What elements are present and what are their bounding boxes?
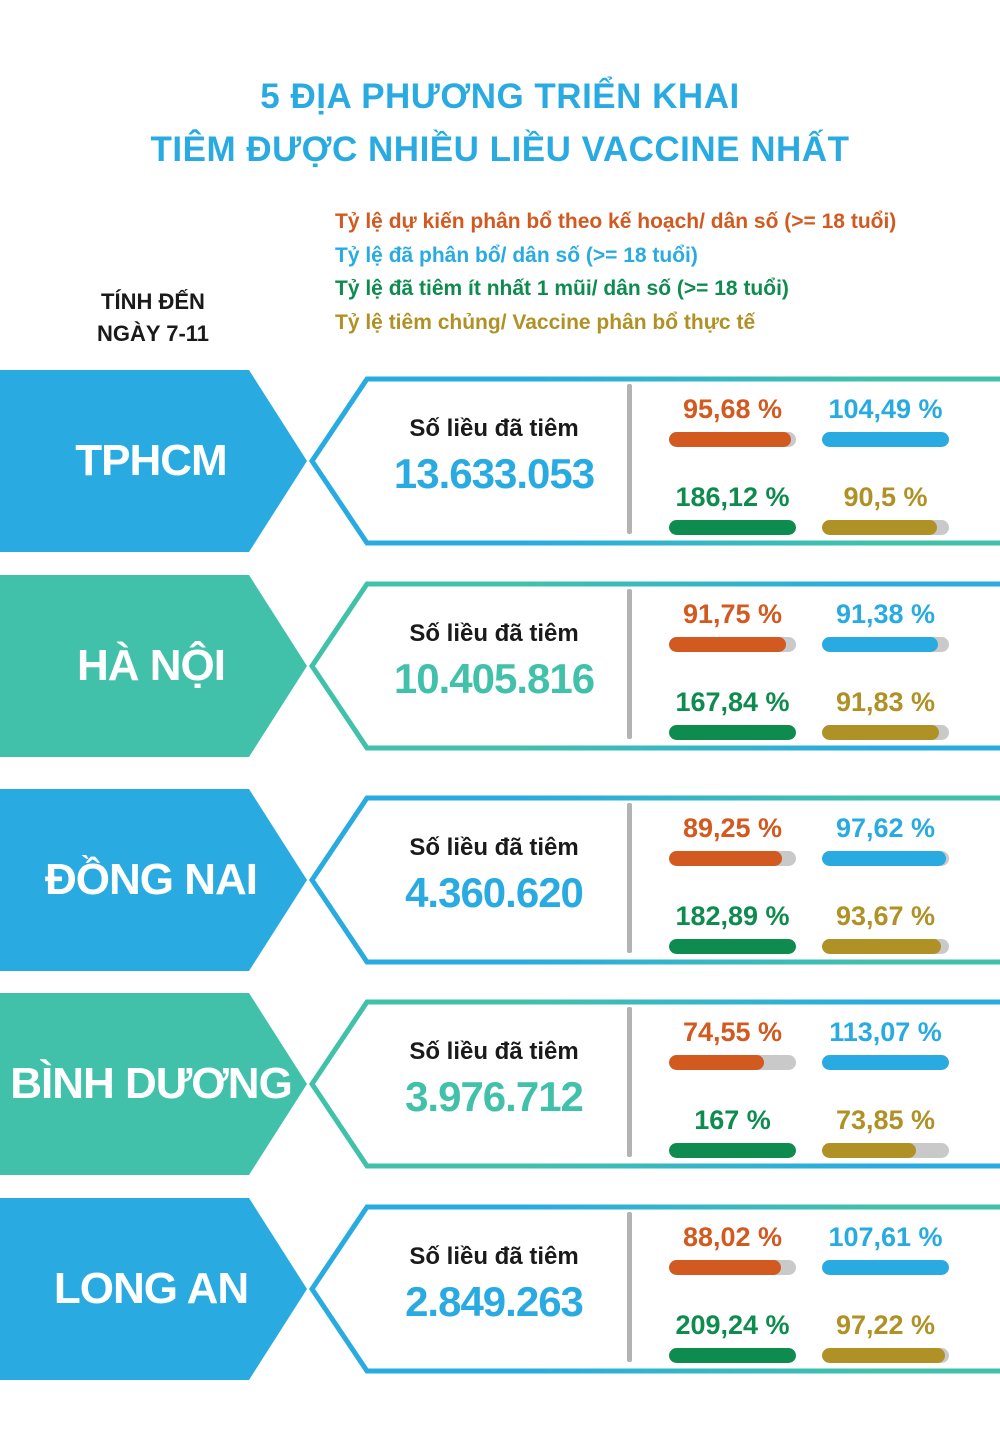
stat-value-label: 209,24 % <box>675 1310 790 1340</box>
stat-allocated <box>822 392 949 472</box>
stat-value-label: 182,89 % <box>675 901 790 931</box>
doses-block <box>368 987 620 1173</box>
stat-bar-track <box>822 432 949 447</box>
stat-value-label: 91,83 % <box>835 687 936 717</box>
stat-bar-fill <box>822 1055 949 1070</box>
stat-bar-fill <box>822 432 949 447</box>
page-title-line2: TIÊM ĐƯỢC NHIỀU LIỀU VACCINE NHẤT <box>150 130 850 169</box>
vertical-divider <box>627 589 632 739</box>
stat-bar-track <box>669 1055 796 1070</box>
stat-bar-fill <box>669 1260 781 1275</box>
vertical-divider <box>627 384 632 534</box>
doses-block <box>368 1192 620 1378</box>
stat-bar-fill <box>669 432 791 447</box>
page-title-line1: 5 ĐỊA PHƯƠNG TRIỂN KHAI <box>260 77 740 116</box>
region-row <box>0 573 1000 759</box>
stat-coverage <box>822 1308 949 1388</box>
stat-coverage <box>822 685 949 765</box>
stat-coverage <box>822 899 949 979</box>
vertical-divider <box>627 1007 632 1157</box>
doses-label: Số liều đã tiêm <box>409 1243 579 1270</box>
stat-value-label: 107,61 % <box>828 1222 943 1252</box>
region-row <box>0 1196 1000 1382</box>
city-label: LONG AN <box>53 1264 249 1313</box>
stat-first-dose <box>669 685 796 765</box>
doses-block <box>368 569 620 755</box>
stat-bar-track <box>669 637 796 652</box>
stat-bar-fill <box>669 520 796 535</box>
stat-bar-fill <box>822 1348 945 1363</box>
legend-item-planned: Tỷ lệ dự kiến phân bổ theo kế hoạch/ dân số (>= 18 tuổi) <box>335 210 897 233</box>
stat-coverage <box>822 480 949 560</box>
doses-block <box>368 364 620 550</box>
stat-first-dose <box>669 1103 796 1183</box>
stat-value-label: 91,38 % <box>835 599 936 629</box>
stat-bar-fill <box>669 1143 796 1158</box>
vertical-divider <box>627 1212 632 1362</box>
stat-bar-track <box>669 851 796 866</box>
stat-bar-fill <box>669 637 786 652</box>
stat-bar-fill <box>822 939 941 954</box>
city-label: BÌNH DƯƠNG <box>10 1059 292 1108</box>
stat-bar-fill <box>822 637 938 652</box>
stat-value-label: 97,62 % <box>835 813 936 843</box>
stat-bar-fill <box>822 851 946 866</box>
stat-value-label: 167,84 % <box>675 687 790 717</box>
stat-value-label: 73,85 % <box>835 1105 936 1135</box>
city-label: HÀ NỘI <box>77 641 225 690</box>
legend-item-coverage: Tỷ lệ tiêm chủng/ Vaccine phân bổ thực tế <box>335 310 756 334</box>
stat-bar-fill <box>669 725 796 740</box>
stat-value-label: 89,25 % <box>682 813 783 843</box>
stat-planned <box>669 1015 796 1095</box>
stat-bar-track <box>669 520 796 535</box>
stat-first-dose <box>669 1308 796 1388</box>
stat-value-label: 104,49 % <box>828 394 943 424</box>
stat-bar-fill <box>822 520 937 535</box>
stat-value-label: 167 % <box>694 1105 771 1135</box>
stat-planned <box>669 811 796 891</box>
stat-bar-fill <box>822 1143 916 1158</box>
doses-value: 4.360.620 <box>405 869 583 916</box>
stat-bar-track <box>669 939 796 954</box>
stat-value-label: 97,22 % <box>835 1310 936 1340</box>
legend-item-allocated: Tỷ lệ đã phân bổ/ dân số (>= 18 tuổi) <box>335 243 698 267</box>
stat-planned <box>669 392 796 472</box>
doses-label: Số liều đã tiêm <box>409 834 579 861</box>
stat-bar-track <box>822 1260 949 1275</box>
stat-value-label: 91,75 % <box>682 599 783 629</box>
stat-bar-fill <box>822 725 939 740</box>
as-of-line1: TÍNH ĐẾN <box>101 289 205 314</box>
doses-value: 13.633.053 <box>393 450 595 497</box>
stat-allocated <box>822 1015 949 1095</box>
stat-bar-track <box>669 725 796 740</box>
vertical-divider <box>627 803 632 953</box>
stat-bar-track <box>669 1260 796 1275</box>
stat-bar-fill <box>822 1260 949 1275</box>
stat-bar-track <box>669 432 796 447</box>
stat-bar-fill <box>669 939 796 954</box>
stat-bar-track <box>822 725 949 740</box>
as-of-line2: NGÀY 7-11 <box>96 321 210 346</box>
region-row <box>0 991 1000 1177</box>
doses-block <box>368 783 620 969</box>
stat-bar-track <box>822 1055 949 1070</box>
stat-value-label: 88,02 % <box>682 1222 783 1252</box>
stat-bar-track <box>822 637 949 652</box>
stat-value-label: 95,68 % <box>682 394 783 424</box>
stat-planned <box>669 1220 796 1300</box>
doses-value: 2.849.263 <box>405 1278 583 1325</box>
stat-value-label: 93,67 % <box>835 901 936 931</box>
stat-bar-track <box>669 1143 796 1158</box>
doses-value: 3.976.712 <box>405 1073 583 1120</box>
stat-bar-track <box>822 520 949 535</box>
stat-allocated <box>822 1220 949 1300</box>
region-row <box>0 787 1000 973</box>
stat-bar-track <box>822 1143 949 1158</box>
stat-allocated <box>822 811 949 891</box>
city-label: ĐỒNG NAI <box>45 855 257 904</box>
doses-label: Số liều đã tiêm <box>409 1038 579 1065</box>
stat-bar-track <box>822 851 949 866</box>
stat-bar-track <box>822 939 949 954</box>
stat-bar-track <box>669 1348 796 1363</box>
stat-value-label: 74,55 % <box>682 1017 783 1047</box>
stat-bar-fill <box>669 1055 764 1070</box>
stat-bar-fill <box>669 851 782 866</box>
stat-allocated <box>822 597 949 677</box>
region-row <box>0 368 1000 554</box>
doses-value: 10.405.816 <box>393 655 595 702</box>
stat-first-dose <box>669 899 796 979</box>
doses-label: Số liều đã tiêm <box>409 415 579 442</box>
city-label: TPHCM <box>75 436 227 485</box>
stat-value-label: 186,12 % <box>675 482 790 512</box>
stat-bar-fill <box>669 1348 796 1363</box>
stat-coverage <box>822 1103 949 1183</box>
stat-value-label: 113,07 % <box>829 1017 942 1047</box>
stat-planned <box>669 597 796 677</box>
stat-bar-track <box>822 1348 949 1363</box>
stat-first-dose <box>669 480 796 560</box>
stat-value-label: 90,5 % <box>843 482 928 512</box>
doses-label: Số liều đã tiêm <box>409 620 579 647</box>
legend-item-first-dose: Tỷ lệ đã tiêm ít nhất 1 mũi/ dân số (>= 18 tuổi) <box>335 277 789 300</box>
